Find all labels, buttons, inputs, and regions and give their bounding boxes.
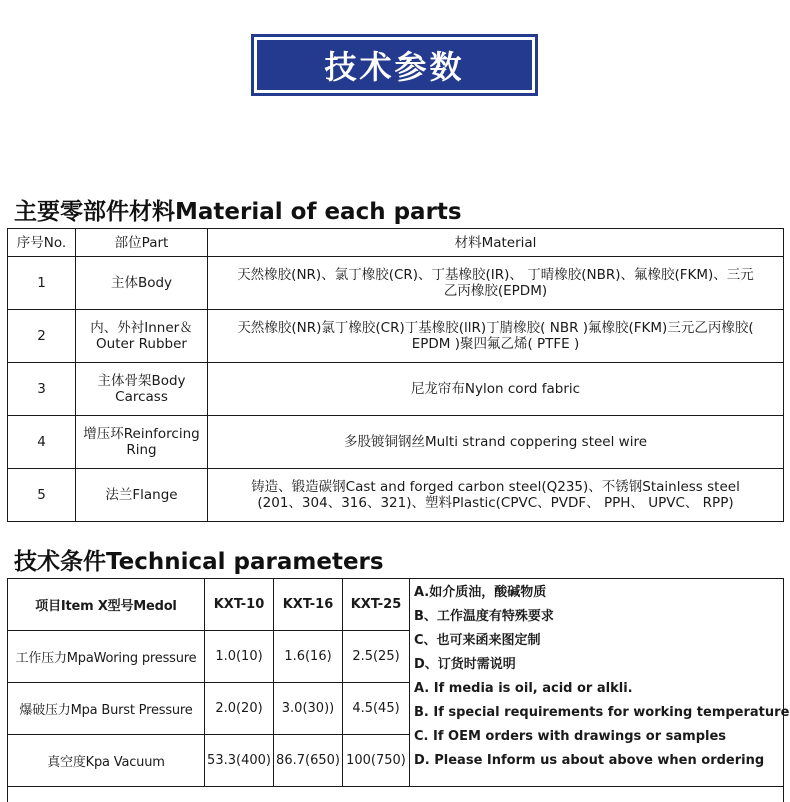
row-no: 4 bbox=[8, 416, 76, 469]
param-value: 86.7(650) bbox=[274, 735, 343, 787]
param-value: 1.6(16) bbox=[274, 631, 343, 683]
model-header: KXT-16 bbox=[274, 579, 343, 631]
param-value: 100(750) bbox=[343, 735, 410, 787]
note-line: D. Please Inform us about above when ordering bbox=[414, 753, 765, 768]
row-material: 天然橡胶(NR)、氯丁橡胶(CR)、丁基橡胶(IR)、 丁晴橡胶(NBR)、氟橡胶(FKM)、三元乙丙橡胶(EPDM) bbox=[208, 257, 784, 310]
note-line: A. If media is oil, acid or alkli. bbox=[414, 681, 633, 696]
tech-header-row bbox=[8, 579, 784, 631]
note-line: C、也可来函来图定制 bbox=[414, 633, 541, 648]
table-row bbox=[8, 363, 784, 416]
ordering-notes bbox=[410, 579, 790, 787]
tech-params-table bbox=[7, 578, 790, 802]
param-label: 工作压力MpaWoring pressure bbox=[8, 631, 205, 683]
banner-title: 技术参数 bbox=[324, 48, 465, 86]
note-line: D、订货时需说明 bbox=[414, 657, 516, 672]
col-header-no: 序号No. bbox=[8, 229, 76, 257]
cut-off-row bbox=[8, 787, 784, 802]
row-no: 2 bbox=[8, 310, 76, 363]
row-no: 5 bbox=[8, 469, 76, 522]
param-value: 53.3(400) bbox=[205, 735, 274, 787]
row-part: 主体骨架Body Carcass bbox=[76, 363, 208, 416]
materials-header-row bbox=[8, 229, 784, 257]
param-value: 2.0(20) bbox=[205, 683, 274, 735]
row-part: 内、外衬Inner＆Outer Rubber bbox=[76, 310, 208, 363]
row-material: 尼龙帘布Nylon cord fabric bbox=[208, 363, 784, 416]
row-part: 法兰Flange bbox=[76, 469, 208, 522]
row-no: 3 bbox=[8, 363, 76, 416]
param-label: 爆破压力Mpa Burst Pressure bbox=[8, 683, 205, 735]
param-value: 4.5(45) bbox=[343, 683, 410, 735]
table-row bbox=[8, 310, 784, 363]
section-banner bbox=[251, 34, 538, 96]
item-model-header: 项目Item X型号Medol bbox=[8, 579, 205, 631]
note-line: B. If special requirements for working temperature bbox=[414, 705, 790, 720]
note-line: A.如介质油，酸碱物质 bbox=[414, 585, 547, 600]
table-row bbox=[8, 257, 784, 310]
col-header-part: 部位Part bbox=[76, 229, 208, 257]
param-value: 2.5(25) bbox=[343, 631, 410, 683]
table-row-partial bbox=[8, 787, 784, 802]
row-material: 多股镀铜钢丝Multi strand coppering steel wire bbox=[208, 416, 784, 469]
materials-table bbox=[7, 228, 784, 522]
model-header: KXT-10 bbox=[205, 579, 274, 631]
table-row bbox=[8, 469, 784, 522]
row-part: 主体Body bbox=[76, 257, 208, 310]
row-no: 1 bbox=[8, 257, 76, 310]
param-value: 1.0(10) bbox=[205, 631, 274, 683]
param-label: 真空度Kpa Vacuum bbox=[8, 735, 205, 787]
tech-section-title: 技术条件Technical parameters bbox=[14, 549, 384, 575]
note-line: C. If OEM orders with drawings or samples bbox=[414, 729, 727, 744]
model-header: KXT-25 bbox=[343, 579, 410, 631]
param-value: 3.0(30)) bbox=[274, 683, 343, 735]
col-header-material: 材料Material bbox=[208, 229, 784, 257]
row-material: 铸造、锻造碳钢Cast and forged carbon steel(Q235)、不锈钢Stainless steel (201、304、316、321)、塑料Plastic(CPVC、PVDF、 PPH、 UPVC、 RPP) bbox=[208, 469, 784, 522]
note-line: B、工作温度有特殊要求 bbox=[414, 609, 554, 624]
row-part: 增压环Reinforcing Ring bbox=[76, 416, 208, 469]
materials-section-title: 主要零部件材料Material of each parts bbox=[14, 199, 462, 225]
row-material: 天然橡胶(NR)氯丁橡胶(CR)丁基橡胶(llR)丁腈橡胶( NBR )氟橡胶(FKM)三元乙丙橡胶( EPDM )聚四氟乙烯( PTFE ) bbox=[208, 310, 784, 363]
table-row bbox=[8, 416, 784, 469]
